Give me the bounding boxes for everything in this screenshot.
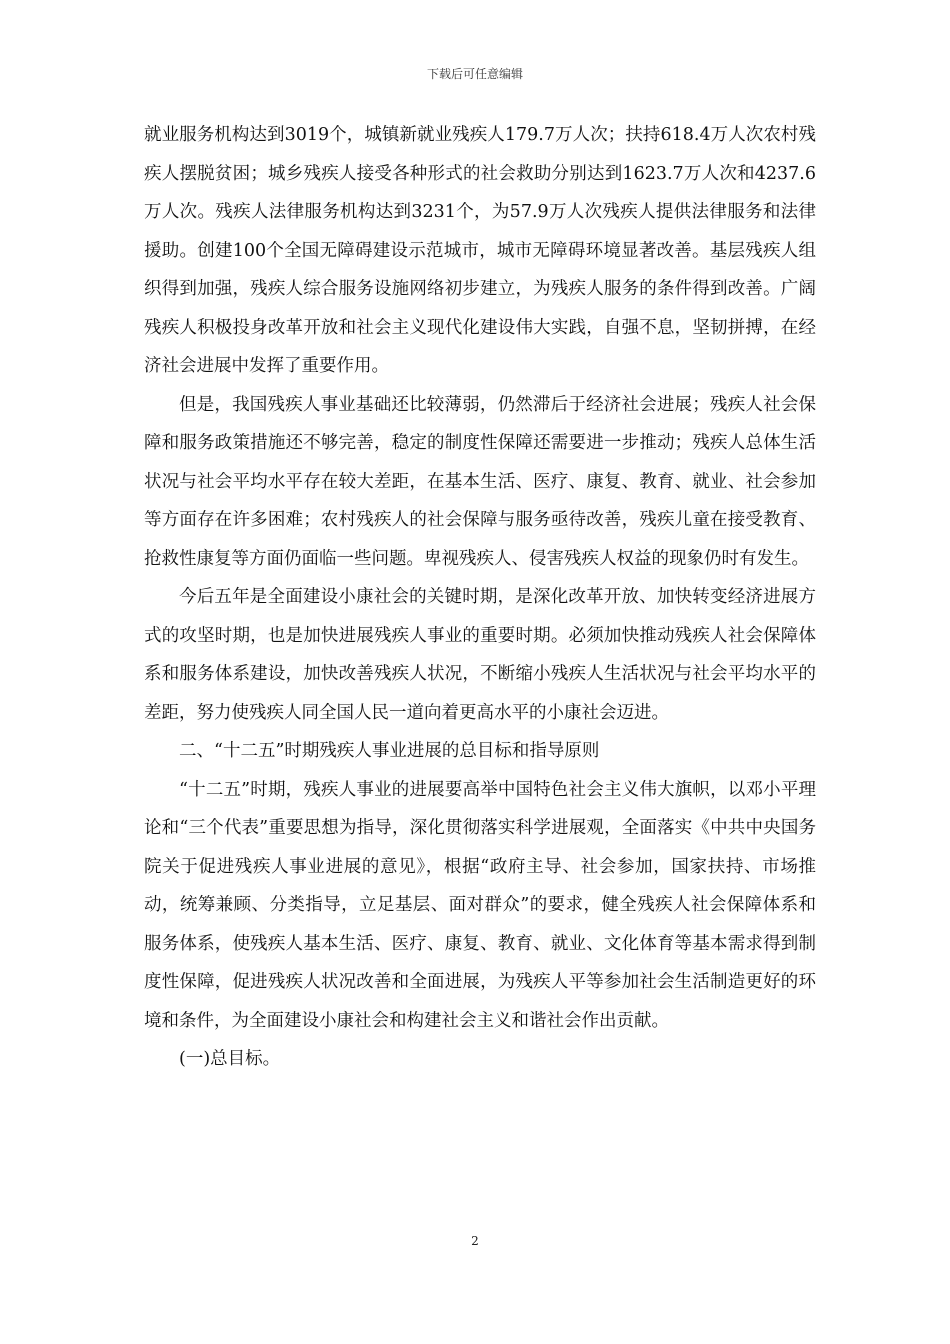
- paragraph-next-five-years: 今后五年是全面建设小康社会的关键时期，是深化改革开放、加快转变经济进展方式的攻坚时期，也是加快进展残疾人事业的重要时期。必须加快推动残疾人社会保障体系和服务体系建设，加快改善残疾人状况，不断缩小残疾人生活状况与社会平均水平的差距，努力使残疾人同全国人民一道向着更高水平的小康社会迈进。: [144, 587, 816, 723]
- document-body: [144, 116, 816, 1079]
- page-header: 下载后可任意编辑: [426, 67, 523, 81]
- section-heading: 二、“十二五”时期残疾人事业进展的总目标和指导原则: [179, 741, 600, 761]
- paragraph-guiding-principles: “十二五”时期，残疾人事业的进展要高举中国特色社会主义伟大旗帜，以邓小平理论和“三个代表”重要思想为指导，深化贯彻落实科学进展观，全面落实《中共中央国务院关于促进残疾人事业进展的意见》，根据“政府主导、社会参加，国家扶持、市场推动，统筹兼顾、分类指导，立足基层、面对群众”的要求，健全残疾人社会保障体系和服务体系，使残疾人基本生活、医疗、康复、教育、就业、文化体育等基本需求得到制度性保障，促进残疾人状况改善和全面进展，为残疾人平等参加社会生活制造更好的环境和条件，为全面建设小康社会和构建社会主义和谐社会作出贡献。: [144, 779, 816, 1031]
- paragraph-weaknesses: 但是，我国残疾人事业基础还比较薄弱，仍然滞后于经济社会进展；残疾人社会保障和服务政策措施还不够完善，稳定的制度性保障还需要进一步推动；残疾人总体生活状况与社会平均水平存在较大差距，在基本生活、医疗、康复、教育、就业、社会参加等方面存在许多困难；农村残疾人的社会保障与服务亟待改善，残疾儿童在接受教育、抢救性康复等方面仍面临一些问题。卑视残疾人、侵害残疾人权益的现象仍时有发生。: [144, 394, 816, 569]
- subsection-heading: (一)总目标。: [179, 1049, 281, 1069]
- page-number: 2: [471, 1234, 479, 1248]
- paragraph-statistics: 就业服务机构达到3019个，城镇新就业残疾人179.7万人次；扶持618.4万人次农村残疾人摆脱贫困；城乡残疾人接受各种形式的社会救助分别达到1623.7万人次和4237.6万人次。残疾人法律服务机构达到3231个，为57.9万人次残疾人提供法律服务和法律援助。创建100个全国无障碍建设示范城市，城市无障碍环境显著改善。基层残疾人组织得到加强，残疾人综合服务设施网络初步建立，为残疾人服务的条件得到改善。广阔残疾人积极投身改革开放和社会主义现代化建设伟大实践，自强不息，坚韧拼搏，在经济社会进展中发挥了重要作用。: [144, 125, 816, 376]
